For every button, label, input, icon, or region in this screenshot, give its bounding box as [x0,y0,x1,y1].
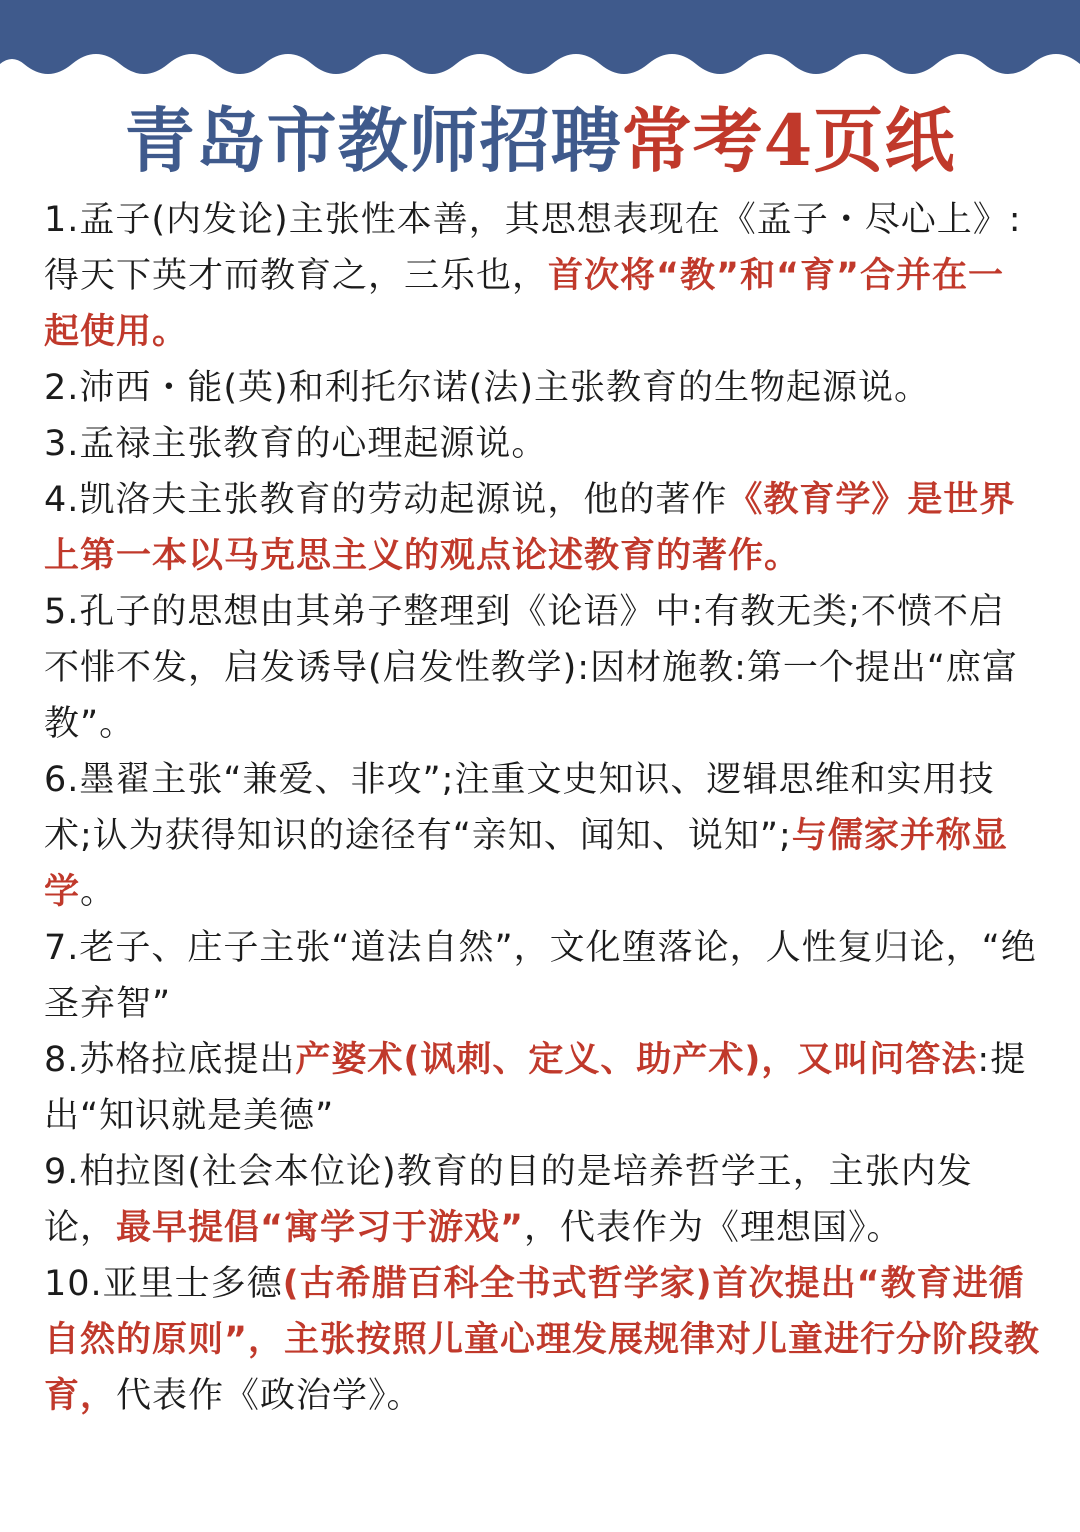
item-4-text: 4.凯洛夫主张教育的劳动起源说，他的著作 [44,480,728,520]
item-9-highlight: 最早提倡“寓学习于游戏” [116,1208,525,1248]
list-item-9 [44,1144,1040,1256]
wave-shape [0,0,1080,74]
item-5-text: 5.孔子的思想由其弟子整理到《论语》中:有教无类;不愤不启不悱不发，启发诱导(启发性教学):因材施教:第一个提出“庶富教”。 [44,592,1019,744]
list-item-2 [44,360,1040,416]
content-list [44,192,1040,1424]
item-7-text: 7.老子、庄子主张“道法自然”，文化堕落论，人性复归论，“绝圣弃智” [44,928,1037,1024]
item-9-text: 9.柏拉图(社会本位论)教育的目的是培养哲学王，主张内发论， [44,1152,973,1248]
item-8-highlight: 产婆术(讽刺、定义、助产术)，又叫问答法 [295,1040,978,1080]
item-9-tail: ，代表作为《理想国》。 [524,1208,903,1248]
item-6-text: 6.墨翟主张“兼爱、非攻”;注重文史知识、逻辑思维和实用技术;认为获得知识的途径有“亲知、闻知、说知”; [44,760,995,856]
wave-banner [0,0,1080,80]
title-main: 青岛市教师招聘 [124,99,622,182]
item-6-highlight: 与儒家并称显学 [44,816,1008,912]
list-item-10 [44,1256,1040,1424]
item-8-tail: :提出“知识就是美德” [44,1040,1027,1136]
item-10-tail: 代表作《政治学》。 [116,1376,423,1416]
list-item-6 [44,752,1040,920]
list-item-4 [44,472,1040,584]
item-10-text: 10.亚里士多德 [44,1264,283,1304]
item-1-text: 1.孟子(内发论)主张性本善，其思想表现在《孟子・尽心上》:得天下英才而教育之，三乐也， [44,200,1022,296]
item-10-highlight: (古希腊百科全书式哲学家)首次提出“教育进循自然的原则”，主张按照儿童心理发展规律对儿童进行分阶段教育， [44,1264,1041,1416]
list-item-1 [44,192,1040,360]
title-highlight: 常考4页纸 [621,99,956,182]
list-item-8 [44,1032,1040,1144]
list-item-3 [44,416,1040,472]
item-4-highlight: 《教育学》是世界上第一本以马克思主义的观点论述教育的著作。 [44,480,1016,576]
list-item-7 [44,920,1040,1032]
item-2-text: 2.沛西・能(英)和利托尔诺(法)主张教育的生物起源说。 [44,368,931,408]
item-6-tail: 。 [80,872,117,912]
item-8-text: 8.苏格拉底提出 [44,1040,296,1080]
page-title [0,96,1080,186]
item-1-highlight: 首次将“教”和“育”合并在一起使用。 [44,256,1005,352]
item-3-text: 3.孟禄主张教育的心理起源说。 [44,424,548,464]
list-item-5 [44,584,1040,752]
